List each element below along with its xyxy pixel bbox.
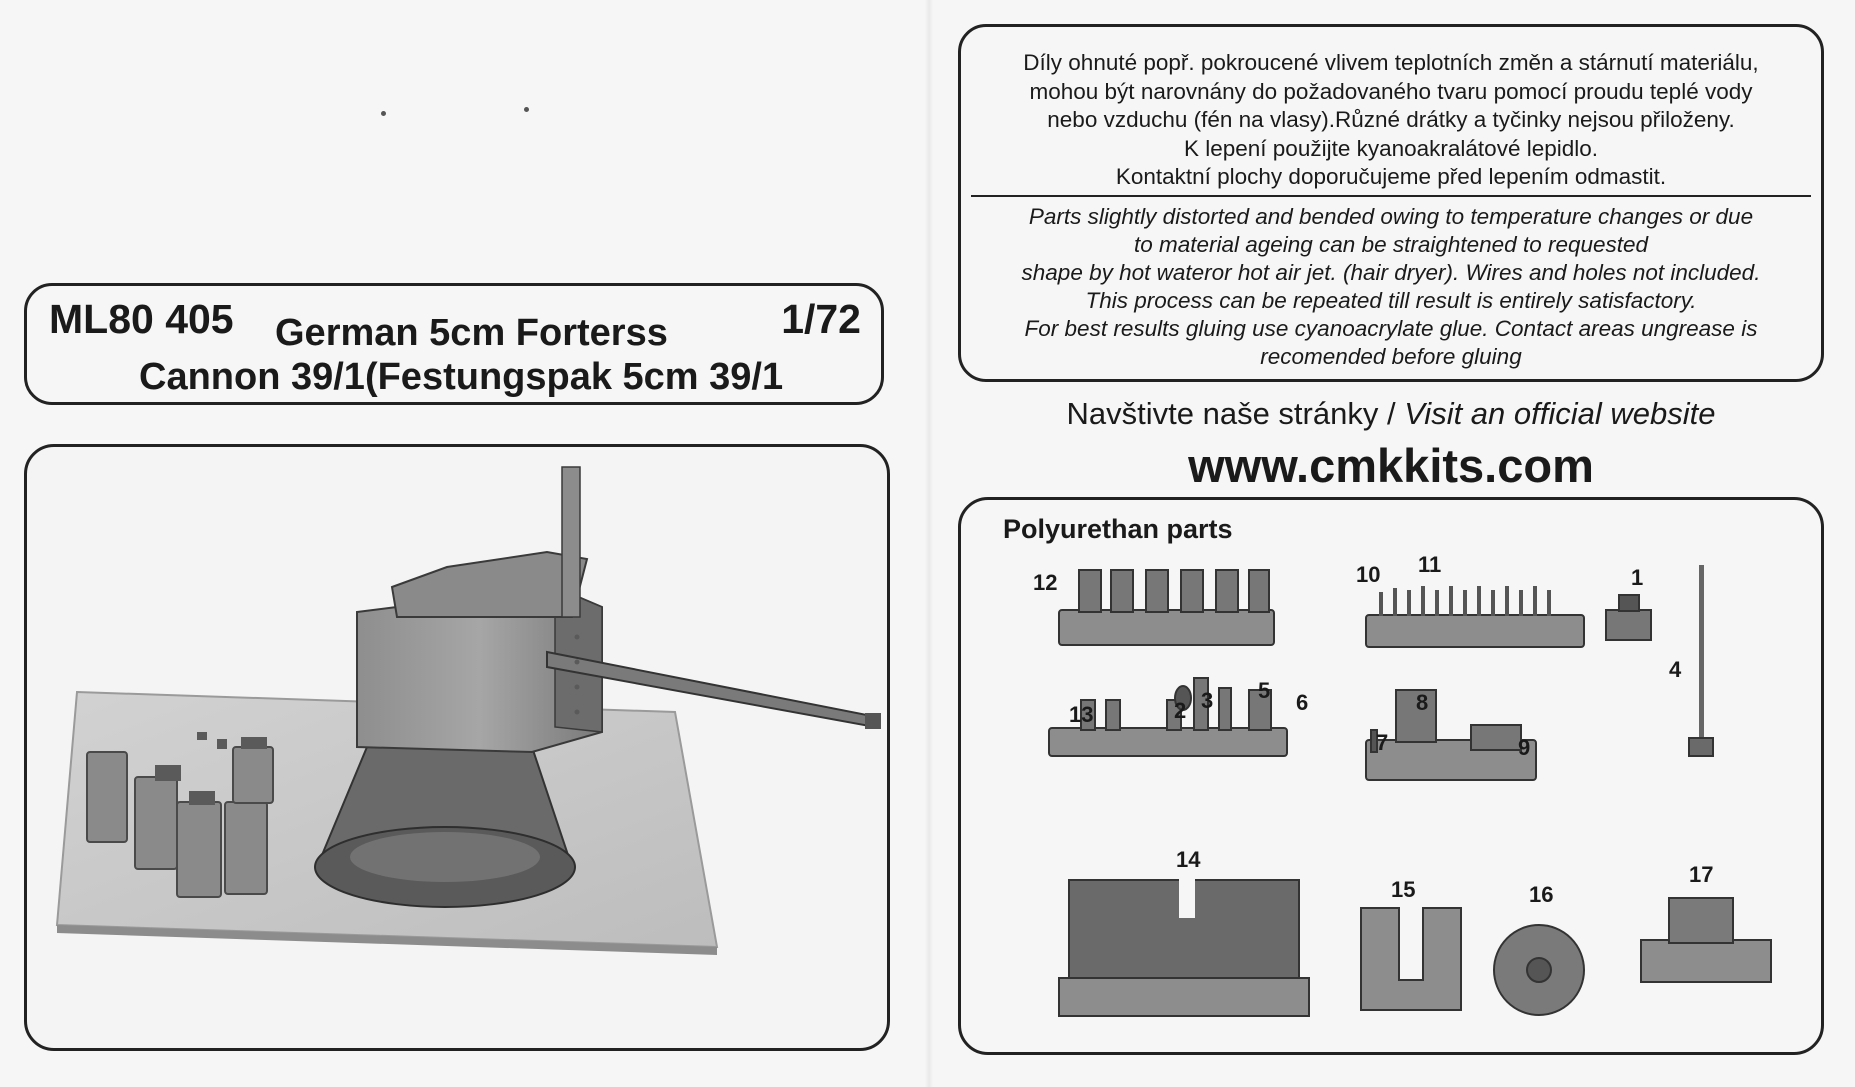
instructions-czech	[961, 49, 1821, 192]
dust-speck	[524, 107, 529, 112]
instructions-box	[958, 24, 1824, 382]
instruction-cz-line: nebo vzduchu (fén na vlasy).Různé drátky a tyčinky nejsou přiloženy.	[1047, 107, 1735, 132]
model-photo-illustration	[27, 447, 890, 1051]
instructions-english	[961, 203, 1821, 371]
part-number-15: 15	[1391, 877, 1416, 902]
instruction-en-line: recomended before gluing	[1260, 344, 1522, 369]
part-number-12: 12	[1033, 570, 1058, 595]
part-number-11: 11	[1418, 552, 1442, 577]
part-13-sprue	[1049, 728, 1287, 756]
instruction-en-line: This process can be repeated till result is entirely satisfactory.	[1085, 288, 1697, 313]
part-number-1: 1	[1631, 565, 1644, 590]
product-title-box	[24, 283, 884, 405]
part-number-14: 14	[1176, 847, 1201, 872]
part-17	[1641, 940, 1771, 982]
visit-english: Visit an official website	[1404, 396, 1716, 431]
instruction-cz-line: mohou být narovnány do požadovaného tvaru pomocí proudu teplé vody	[1029, 78, 1753, 104]
part-number-7: 7	[1376, 730, 1389, 755]
part-number-16: 16	[1529, 882, 1554, 907]
instruction-en-line: Parts slightly distorted and bended owing to temperature changes or due	[1028, 204, 1754, 229]
model-photo	[24, 444, 890, 1051]
visit-czech: Navštivte naše stránky /	[1066, 396, 1405, 431]
instruction-en-line: to material ageing can be straightened to requested	[1133, 232, 1649, 257]
product-scale: 1/72	[781, 296, 861, 342]
part-number-2: 2	[1174, 698, 1187, 723]
parts-title: Polyurethan parts	[1003, 514, 1233, 544]
part-number-9: 9	[1518, 735, 1531, 760]
dust-speck	[381, 111, 386, 116]
part-4-rod	[1699, 565, 1704, 740]
parts-box	[958, 497, 1824, 1055]
website-url: www.cmkkits.com	[1188, 439, 1594, 492]
part-10-11-sprue	[1366, 615, 1584, 647]
part-number-3: 3	[1201, 688, 1214, 713]
instruction-cz-line: Kontaktní plochy doporučujeme před lepením odmastit.	[1115, 164, 1667, 189]
product-name-line1: German 5cm Forterss	[275, 312, 668, 354]
part-number-6: 6	[1296, 690, 1309, 715]
part-number-17: 17	[1689, 862, 1714, 887]
instruction-cz-line: K lepení použijte kyanoakralátové lepidlo.	[1183, 135, 1599, 161]
instruction-en-line: For best results gluing use cyanoacrylate glue. Contact areas ungrease is	[1024, 316, 1758, 341]
part-number-10: 10	[1356, 562, 1381, 587]
product-code: ML80 405	[49, 296, 234, 342]
part-number-8: 8	[1416, 690, 1429, 715]
part-15	[1361, 908, 1461, 1010]
part-number-13: 13	[1069, 702, 1094, 727]
part-12-sprue	[1059, 610, 1274, 645]
parts-diagram	[961, 500, 1824, 1055]
product-name-line2: Cannon 39/1(Festungspak 5cm 39/1	[139, 356, 784, 398]
instruction-en-line: shape by hot wateror hot air jet. (hair dryer). Wires and holes not included.	[1021, 260, 1761, 285]
instruction-cz-line: Díly ohnuté popř. pokroucené vlivem teplotních změn a stárnutí materiálu,	[1023, 50, 1759, 75]
part-number-5: 5	[1258, 678, 1271, 703]
part-1	[1606, 610, 1651, 640]
part-number-4: 4	[1669, 657, 1682, 682]
card-fold	[925, 0, 933, 1087]
divider	[971, 195, 1811, 197]
visit-website-text	[958, 396, 1824, 432]
